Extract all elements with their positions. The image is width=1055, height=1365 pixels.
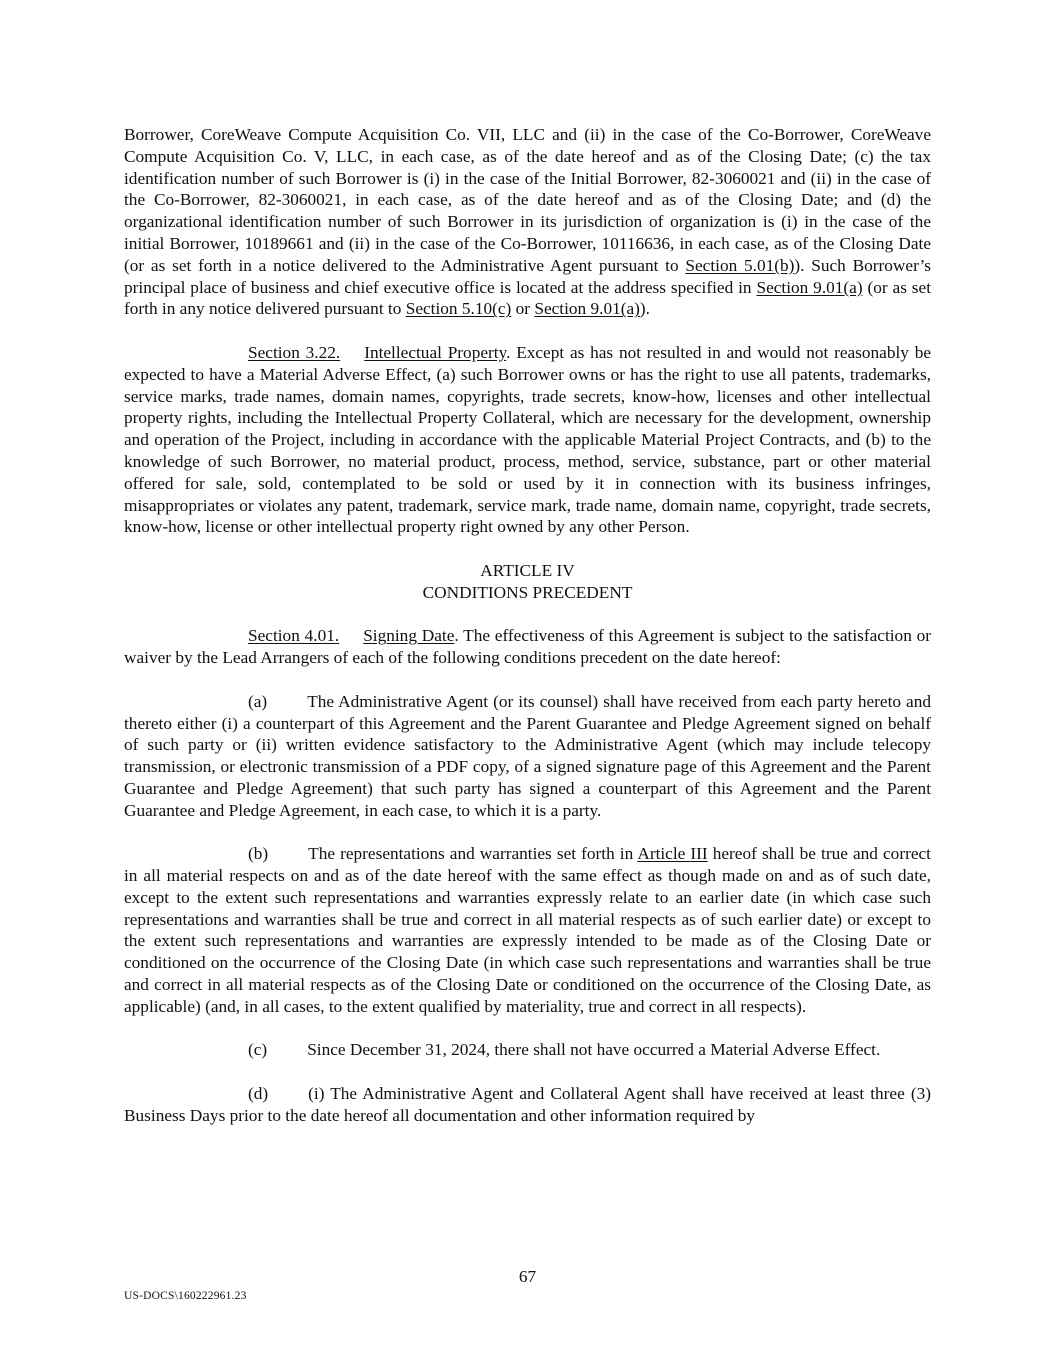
paragraph-text: (or as set forth in any notice delivered pursuant to xyxy=(124,277,932,319)
section-title: Intellectual Property xyxy=(364,342,507,362)
section-text: . The effectiveness of this Agreement is subject to the satisfaction or waiver by the Lead Arrangers of each of the following conditions precedent on the date hereof: xyxy=(124,626,932,668)
cross-reference-article-iii: Article III xyxy=(637,844,708,864)
article-heading xyxy=(124,560,931,604)
item-text: (i) The Administrative Agent and Collateral Agent shall have received at least three (3) Business Days prior to the date hereof all documentation and other information required by xyxy=(124,1084,931,1125)
item-label: (d) xyxy=(248,1084,269,1104)
item-text: The representations and warranties set forth in xyxy=(308,844,638,864)
item-label: (c) xyxy=(248,1040,268,1060)
continuation-paragraph xyxy=(124,124,931,320)
item-label: (b) xyxy=(248,844,269,864)
condition-item-a xyxy=(124,691,931,822)
cross-reference-section-5-10-c: Section 5.10(c) xyxy=(405,299,512,319)
paragraph-text: or xyxy=(511,299,535,319)
item-text: The Administrative Agent (or its counsel) shall have received from each party hereto and thereto either (i) a counterpart of this Agreement and the Parent Guarantee and Pledge Agreement signed on behalf of such party or (ii) written evidence satisfactory to the Administrative Agent (which may include telecopy transmission, or electronic transmission of a PDF copy, of a signed signature page of this Agreement and the Parent Guarantee and Pledge Agreement) that such party has signed a counterpart of this Agreement and the Parent Guarantee and Pledge Agreement, in each case, to which it is a party. xyxy=(124,691,931,820)
section-number: Section 4.01. xyxy=(248,626,340,646)
document-id: US-DOCS\160222961.23 xyxy=(124,1290,247,1302)
condition-item-c xyxy=(124,1039,931,1061)
item-text: hereof shall be true and correct in all material respects on and as of the date hereof with the same effect as though made on and as of such date, except to the extent such representations and warranties expressly relate to an earlier date (in which case such representations and warranties shall be true and correct in all material respects as of such earlier date) or except to the extent such representations and warranties are expressly intended to be made as of the Closing Date or conditioned on the occurrence of the Closing Date (in which case such representations and warranties shall be true and correct in all material respects as of the Closing Date or conditioned on the occurrence of the Closing Date, as applicable) (and, in all cases, to the extent qualified by materiality, true and correct in all respects). xyxy=(124,844,931,1016)
article-title: CONDITIONS PRECEDENT xyxy=(422,582,633,602)
paragraph-text: ). xyxy=(639,299,650,319)
document-page xyxy=(124,124,931,1148)
item-label: (a) xyxy=(248,691,268,711)
page-number: 67 xyxy=(518,1267,537,1286)
section-number: Section 3.22. xyxy=(248,342,341,362)
paragraph-text: Borrower, CoreWeave Compute Acquisition Co. VII, LLC and (ii) in the case of the Co-Borrower, CoreWeave Compute Acquisition Co. V, LLC, in each case, as of the date hereof and as of the Closing Date; (c) the tax identification number of such Borrower is (i) in the case of the Initial Borrower, 82-3060021 and (ii) in the case of the Co-Borrower, 82-3060021, in each case, as of the date hereof and as of the Closing Date; and (d) the organizational identification number of such Borrower in its jurisdiction of organization is (i) in the case of the initial Borrower, 10189661 and (ii) in the case of the Co-Borrower, 10116636, in each case, as of the Closing Date (or as set forth in a notice delivered to the Administrative Agent pursuant to xyxy=(124,125,931,275)
article-number: ARTICLE IV xyxy=(480,560,575,580)
section-4-01-paragraph xyxy=(124,625,931,669)
condition-item-d xyxy=(124,1083,931,1127)
section-3-22-paragraph xyxy=(124,342,931,538)
item-text: Since December 31, 2024, there shall not have occurred a Material Adverse Effect. xyxy=(307,1040,881,1060)
cross-reference-section-9-01-a: Section 9.01(a) xyxy=(534,299,640,319)
paragraph-text: ). Such Borrower’s principal place of business and chief executive office is located at the address specified in xyxy=(124,255,931,297)
cross-reference-section-5-01-b: Section 5.01(b) xyxy=(685,255,795,275)
section-title: Signing Date xyxy=(363,626,455,646)
cross-reference-section-9-01-a: Section 9.01(a) xyxy=(756,277,863,297)
section-text: . Except as has not resulted in and would not reasonably be expected to have a Material Adverse Effect, (a) such Borrower owns or has the right to use all patents, trademarks, service marks, trade names, domain names, copyrights, trade secrets, know-how, licenses and other intellectual property rights, including the Intellectual Property Collateral, which are necessary for the development, ownership and operation of the Project, including in accordance with the applicable Material Project Contracts, and (b) to the knowledge of such Borrower, no material product, process, method, service, substance, part or other material offered for sale, sold, contemplated to be sold or used by it in connection with its business infringes, misappropriates or violates any patent, trademark, service mark, trade name, domain name, copyright, trade secrets, know-how, license or other intellectual property right owned by any other Person. xyxy=(124,342,932,537)
condition-item-b xyxy=(124,843,931,1017)
